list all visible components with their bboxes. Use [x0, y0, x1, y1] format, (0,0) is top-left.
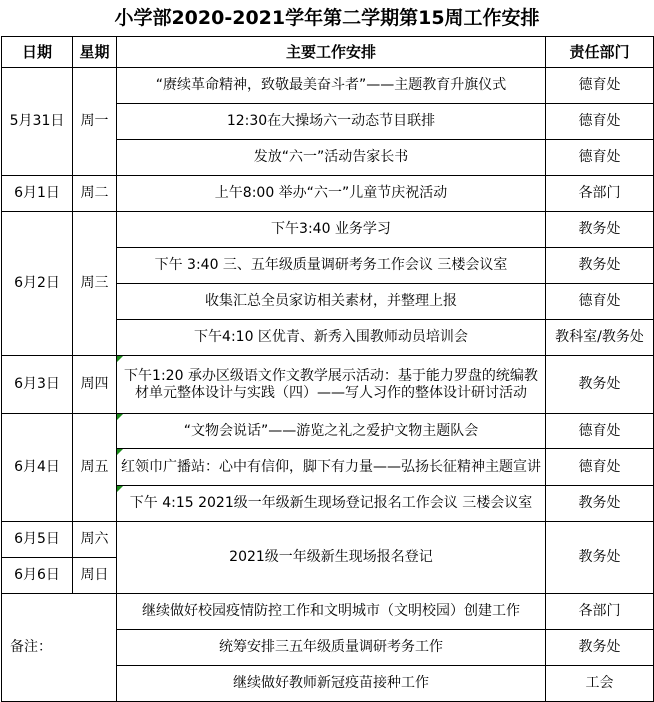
work-cell: 12:30在大操场六一动态节目联排 [117, 104, 546, 140]
work-cell: “文物会说话”——游览之礼之爱护文物主题队会 [117, 414, 546, 449]
dept-cell: 教务处 [546, 630, 654, 666]
work-cell: 2021级一年级新生现场报名登记 [117, 522, 546, 594]
dept-cell: 教务处 [546, 522, 654, 594]
work-cell: 上午8:00 举办“六一”儿童节庆祝活动 [117, 176, 546, 212]
dept-cell: 德育处 [546, 140, 654, 176]
work-cell: 红领巾广播站：心中有信仰，脚下有力量——弘扬长征精神主题宣讲 [117, 449, 546, 486]
weekday-cell: 周二 [73, 176, 117, 212]
work-cell: 发放“六一”活动告家长书 [117, 140, 546, 176]
page-title: 小学部2020-2021学年第二学期第15周工作安排 [114, 7, 540, 29]
work-cell: 下午 3:40 三、五年级质量调研考务工作会议 三楼会议室 [117, 248, 546, 284]
header-dept: 责任部门 [546, 37, 654, 68]
table-row [2, 356, 654, 414]
table-row [2, 212, 654, 248]
work-cell: 下午1:20 承办区级语文作文教学展示活动：基于能力罗盘的统编教材单元整体设计与实践（四）——写人习作的整体设计研讨活动 [117, 356, 546, 414]
dept-cell: 教科室/教务处 [546, 320, 654, 356]
date-cell: 5月31日 [2, 68, 73, 176]
dept-cell: 德育处 [546, 284, 654, 320]
date-cell: 6月1日 [2, 176, 73, 212]
work-cell: 继续做好教师新冠疫苗接种工作 [117, 666, 546, 702]
work-cell: 继续做好校园疫情防控工作和文明城市（文明校园）创建工作 [117, 594, 546, 630]
weekday-cell: 周四 [73, 356, 117, 414]
date-cell: 6月6日 [2, 558, 73, 594]
date-cell: 6月3日 [2, 356, 73, 414]
header-date: 日期 [2, 37, 73, 68]
work-cell: 收集汇总全员家访相关素材，并整理上报 [117, 284, 546, 320]
table-row [2, 68, 654, 104]
dept-cell: 教务处 [546, 486, 654, 522]
table-row [2, 594, 654, 630]
dept-cell: 教务处 [546, 356, 654, 414]
work-cell: 统筹安排三五年级质量调研考务工作 [117, 630, 546, 666]
dept-cell: 教务处 [546, 248, 654, 284]
schedule-table [1, 36, 654, 702]
date-cell: 6月2日 [2, 212, 73, 356]
table-row [2, 414, 654, 449]
date-cell: 6月5日 [2, 522, 73, 558]
work-cell: 下午4:10 区优青、新秀入围教师动员培训会 [117, 320, 546, 356]
dept-cell: 德育处 [546, 104, 654, 140]
work-cell: 下午3:40 业务学习 [117, 212, 546, 248]
dept-cell: 各部门 [546, 594, 654, 630]
weekday-cell: 周三 [73, 212, 117, 356]
dept-cell: 德育处 [546, 449, 654, 486]
table-header-row [2, 37, 654, 68]
dept-cell: 德育处 [546, 414, 654, 449]
dept-cell: 德育处 [546, 68, 654, 104]
header-work: 主要工作安排 [117, 37, 546, 68]
notes-label: 备注： [2, 594, 117, 702]
work-cell: “赓续革命精神，致敬最美奋斗者”——主题教育升旗仪式 [117, 68, 546, 104]
weekday-cell: 周一 [73, 68, 117, 176]
header-weekday: 星期 [73, 37, 117, 68]
table-row [2, 176, 654, 212]
weekday-cell: 周六 [73, 522, 117, 558]
work-cell: 下午 4:15 2021级一年级新生现场登记报名工作会议 三楼会议室 [117, 486, 546, 522]
table-row [2, 522, 654, 558]
dept-cell: 各部门 [546, 176, 654, 212]
weekday-cell: 周日 [73, 558, 117, 594]
weekday-cell: 周五 [73, 414, 117, 522]
dept-cell: 工会 [546, 666, 654, 702]
date-cell: 6月4日 [2, 414, 73, 522]
dept-cell: 教务处 [546, 212, 654, 248]
